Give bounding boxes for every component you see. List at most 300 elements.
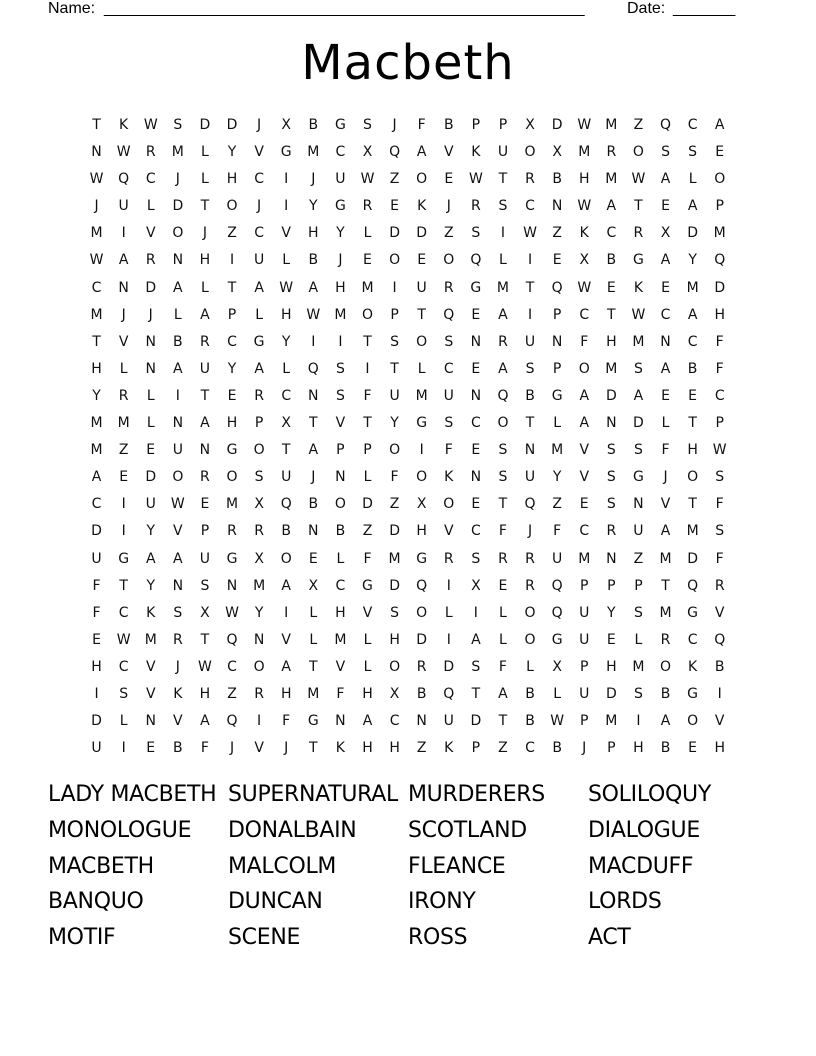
grid-letter[interactable]: Z bbox=[633, 550, 644, 567]
grid-letter[interactable]: A bbox=[416, 144, 427, 161]
grid-letter[interactable]: U bbox=[552, 550, 563, 567]
grid-letter[interactable]: C bbox=[525, 198, 535, 215]
grid-letter[interactable]: X bbox=[308, 577, 319, 594]
grid-letter[interactable]: E bbox=[146, 740, 156, 757]
grid-letter[interactable]: D bbox=[362, 496, 373, 513]
grid-letter[interactable]: G bbox=[551, 631, 563, 648]
grid-letter[interactable]: T bbox=[607, 306, 616, 323]
grid-letter[interactable]: C bbox=[687, 333, 698, 350]
grid-letter[interactable]: N bbox=[308, 387, 319, 404]
grid-letter[interactable]: B bbox=[416, 685, 427, 702]
date-field-line[interactable]: _______ bbox=[673, 0, 736, 17]
grid-letter[interactable]: D bbox=[633, 415, 644, 432]
grid-letter[interactable]: G bbox=[118, 550, 130, 567]
grid-letter[interactable]: B bbox=[173, 333, 183, 350]
grid-letter[interactable]: M bbox=[225, 496, 239, 513]
grid-letter[interactable]: A bbox=[118, 252, 129, 269]
grid-letter[interactable]: N bbox=[145, 360, 156, 377]
grid-letter[interactable]: W bbox=[143, 117, 158, 133]
grid-letter[interactable]: O bbox=[416, 469, 428, 486]
grid-letter[interactable]: F bbox=[715, 550, 724, 567]
grid-letter[interactable]: K bbox=[688, 658, 698, 675]
grid-letter[interactable]: E bbox=[661, 387, 670, 404]
grid-letter[interactable]: N bbox=[416, 713, 427, 730]
grid-letter[interactable]: J bbox=[148, 306, 153, 323]
grid-letter[interactable]: M bbox=[578, 550, 591, 567]
grid-letter[interactable]: G bbox=[334, 198, 346, 215]
grid-letter[interactable]: Y bbox=[607, 604, 616, 621]
grid-letter[interactable]: Y bbox=[552, 469, 562, 486]
grid-letter[interactable]: S bbox=[633, 685, 643, 702]
grid-letter[interactable]: L bbox=[553, 685, 562, 702]
grid-letter[interactable]: A bbox=[471, 631, 481, 648]
grid-letter[interactable]: O bbox=[660, 658, 672, 675]
grid-letter[interactable]: T bbox=[688, 415, 697, 432]
grid-letter[interactable]: F bbox=[715, 496, 724, 513]
grid-letter[interactable]: U bbox=[172, 442, 183, 459]
grid-letter[interactable]: D bbox=[389, 523, 400, 540]
grid-letter[interactable]: T bbox=[309, 658, 318, 675]
grid-letter[interactable]: R bbox=[118, 387, 129, 404]
grid-letter[interactable]: G bbox=[632, 252, 644, 269]
grid-letter[interactable]: M bbox=[334, 631, 347, 648]
grid-letter[interactable]: V bbox=[145, 658, 156, 675]
grid-letter[interactable]: A bbox=[91, 469, 102, 486]
grid-letter[interactable]: D bbox=[226, 117, 238, 133]
grid-letter[interactable]: B bbox=[443, 117, 454, 133]
grid-letter[interactable]: M bbox=[415, 387, 428, 404]
grid-letter[interactable]: B bbox=[335, 523, 346, 540]
grid-letter[interactable]: G bbox=[687, 604, 699, 621]
grid-letter[interactable]: X bbox=[281, 415, 291, 432]
grid-letter[interactable]: C bbox=[91, 496, 102, 513]
grid-letter[interactable]: H bbox=[714, 740, 725, 757]
grid-letter[interactable]: T bbox=[119, 577, 128, 594]
grid-letter[interactable]: Q bbox=[226, 631, 238, 648]
grid-letter[interactable]: L bbox=[201, 144, 209, 161]
grid-letter[interactable]: O bbox=[172, 225, 184, 242]
grid-letter[interactable]: A bbox=[714, 117, 725, 133]
grid-letter[interactable]: M bbox=[659, 550, 672, 567]
grid-letter[interactable]: S bbox=[173, 117, 183, 133]
grid-letter[interactable]: J bbox=[257, 117, 262, 133]
grid-letter[interactable]: S bbox=[390, 604, 400, 621]
grid-letter[interactable]: N bbox=[118, 279, 129, 296]
grid-letter[interactable]: J bbox=[311, 469, 316, 486]
grid-letter[interactable]: T bbox=[498, 713, 508, 730]
grid-letter[interactable]: U bbox=[443, 387, 454, 404]
grid-letter[interactable]: H bbox=[578, 171, 590, 188]
grid-letter[interactable]: U bbox=[145, 496, 156, 513]
grid-letter[interactable]: G bbox=[362, 577, 373, 594]
grid-letter[interactable]: F bbox=[390, 469, 399, 486]
grid-letter[interactable]: D bbox=[687, 550, 698, 567]
grid-letter[interactable]: R bbox=[416, 658, 427, 675]
grid-letter[interactable]: Q bbox=[443, 306, 455, 323]
grid-letter[interactable]: H bbox=[606, 658, 617, 675]
grid-letter[interactable]: G bbox=[687, 685, 699, 702]
grid-letter[interactable]: H bbox=[362, 740, 373, 757]
grid-letter[interactable]: U bbox=[497, 144, 509, 161]
grid-letter[interactable]: R bbox=[606, 523, 617, 540]
grid-letter[interactable]: H bbox=[91, 360, 102, 377]
grid-letter[interactable]: E bbox=[390, 198, 399, 215]
grid-letter[interactable]: E bbox=[119, 469, 129, 486]
grid-letter[interactable]: A bbox=[687, 198, 698, 215]
grid-letter[interactable]: P bbox=[254, 415, 264, 432]
grid-letter[interactable]: S bbox=[471, 550, 481, 567]
grid-letter[interactable]: J bbox=[446, 198, 451, 215]
grid-letter[interactable]: B bbox=[687, 360, 698, 377]
grid-letter[interactable]: L bbox=[363, 225, 372, 242]
grid-letter[interactable]: E bbox=[200, 496, 210, 513]
grid-letter[interactable]: M bbox=[496, 279, 509, 296]
grid-letter[interactable]: Q bbox=[687, 577, 699, 594]
grid-letter[interactable]: E bbox=[552, 252, 562, 269]
grid-letter[interactable]: V bbox=[579, 442, 590, 459]
grid-letter[interactable]: M bbox=[578, 144, 591, 161]
grid-letter[interactable]: H bbox=[280, 306, 292, 323]
grid-letter[interactable]: R bbox=[498, 333, 508, 350]
grid-letter[interactable]: A bbox=[633, 387, 644, 404]
grid-letter[interactable]: R bbox=[660, 631, 671, 648]
grid-letter[interactable]: I bbox=[284, 604, 289, 621]
grid-letter[interactable]: H bbox=[389, 631, 400, 648]
grid-letter[interactable]: D bbox=[416, 225, 428, 242]
grid-letter[interactable]: N bbox=[633, 496, 644, 513]
grid-letter[interactable]: T bbox=[525, 279, 535, 296]
grid-letter[interactable]: G bbox=[226, 442, 238, 459]
grid-letter[interactable]: I bbox=[121, 225, 126, 242]
grid-letter[interactable]: C bbox=[389, 713, 400, 730]
grid-letter[interactable]: N bbox=[172, 415, 184, 432]
grid-letter[interactable]: N bbox=[199, 442, 211, 459]
grid-letter[interactable]: R bbox=[254, 685, 264, 702]
grid-letter[interactable]: B bbox=[308, 252, 319, 269]
grid-letter[interactable]: T bbox=[200, 631, 210, 648]
grid-letter[interactable]: V bbox=[281, 225, 291, 242]
grid-letter[interactable]: V bbox=[173, 523, 183, 540]
grid-letter[interactable]: E bbox=[444, 171, 454, 188]
grid-letter[interactable]: D bbox=[389, 577, 400, 594]
grid-letter[interactable]: O bbox=[632, 144, 644, 161]
grid-letter[interactable]: M bbox=[686, 279, 699, 296]
grid-letter[interactable]: A bbox=[687, 306, 698, 323]
grid-letter[interactable]: S bbox=[471, 225, 481, 242]
grid-letter[interactable]: N bbox=[606, 550, 617, 567]
grid-letter[interactable]: E bbox=[308, 550, 318, 567]
grid-letter[interactable]: D bbox=[172, 198, 184, 215]
grid-letter[interactable]: P bbox=[580, 658, 589, 675]
grid-letter[interactable]: J bbox=[311, 171, 316, 188]
grid-letter[interactable]: I bbox=[175, 387, 180, 404]
grid-letter[interactable]: K bbox=[633, 279, 644, 296]
grid-letter[interactable]: L bbox=[146, 387, 155, 404]
grid-letter[interactable]: T bbox=[309, 415, 318, 432]
grid-letter[interactable]: A bbox=[173, 550, 183, 567]
grid-letter[interactable]: H bbox=[280, 685, 292, 702]
grid-letter[interactable]: X bbox=[389, 685, 400, 702]
grid-letter[interactable]: Q bbox=[226, 713, 238, 730]
grid-letter[interactable]: R bbox=[200, 469, 210, 486]
grid-letter[interactable]: W bbox=[631, 171, 646, 188]
grid-letter[interactable]: W bbox=[170, 496, 185, 513]
grid-letter[interactable]: D bbox=[605, 685, 617, 702]
grid-letter[interactable]: A bbox=[660, 360, 671, 377]
grid-letter[interactable]: B bbox=[308, 496, 319, 513]
grid-letter[interactable]: Q bbox=[470, 252, 482, 269]
grid-letter[interactable]: G bbox=[307, 713, 319, 730]
grid-letter[interactable]: D bbox=[91, 523, 102, 540]
grid-letter[interactable]: B bbox=[660, 740, 671, 757]
grid-letter[interactable]: L bbox=[363, 469, 372, 486]
grid-letter[interactable]: M bbox=[90, 415, 103, 432]
grid-letter[interactable]: Z bbox=[443, 225, 454, 242]
grid-letter[interactable]: D bbox=[714, 279, 726, 296]
grid-letter[interactable]: T bbox=[92, 333, 101, 350]
grid-letter[interactable]: L bbox=[444, 604, 453, 621]
grid-letter[interactable]: O bbox=[280, 550, 292, 567]
grid-letter[interactable]: R bbox=[525, 577, 535, 594]
grid-letter[interactable]: O bbox=[253, 658, 265, 675]
grid-letter[interactable]: N bbox=[253, 631, 265, 648]
grid-letter[interactable]: B bbox=[552, 740, 562, 757]
grid-letter[interactable]: A bbox=[254, 360, 264, 377]
grid-letter[interactable]: M bbox=[632, 658, 645, 675]
grid-letter[interactable]: O bbox=[497, 415, 509, 432]
grid-letter[interactable]: G bbox=[280, 144, 292, 161]
grid-letter[interactable]: H bbox=[362, 685, 373, 702]
grid-letter[interactable]: E bbox=[471, 306, 481, 323]
grid-letter[interactable]: R bbox=[498, 550, 508, 567]
grid-letter[interactable]: V bbox=[335, 658, 346, 675]
grid-letter[interactable]: L bbox=[363, 658, 372, 675]
grid-letter[interactable]: X bbox=[254, 496, 264, 513]
grid-letter[interactable]: Z bbox=[633, 117, 644, 133]
grid-letter[interactable]: P bbox=[580, 577, 589, 594]
grid-letter[interactable]: S bbox=[498, 442, 508, 459]
grid-letter[interactable]: S bbox=[119, 685, 129, 702]
grid-letter[interactable]: M bbox=[659, 604, 672, 621]
grid-letter[interactable]: Q bbox=[497, 387, 509, 404]
grid-letter[interactable]: J bbox=[663, 469, 668, 486]
grid-letter[interactable]: X bbox=[254, 550, 264, 567]
grid-letter[interactable]: S bbox=[606, 496, 616, 513]
grid-letter[interactable]: J bbox=[229, 740, 235, 757]
grid-letter[interactable]: E bbox=[579, 496, 589, 513]
grid-letter[interactable]: P bbox=[498, 117, 508, 133]
grid-letter[interactable]: M bbox=[361, 279, 374, 296]
grid-letter[interactable]: J bbox=[527, 523, 533, 540]
grid-letter[interactable]: A bbox=[200, 415, 210, 432]
grid-letter[interactable]: F bbox=[363, 550, 372, 567]
grid-letter[interactable]: I bbox=[94, 685, 99, 702]
grid-letter[interactable]: L bbox=[201, 171, 209, 188]
grid-letter[interactable]: S bbox=[688, 144, 698, 161]
grid-letter[interactable]: U bbox=[91, 740, 102, 757]
grid-letter[interactable]: L bbox=[173, 306, 182, 323]
grid-letter[interactable]: F bbox=[498, 658, 507, 675]
grid-letter[interactable]: D bbox=[145, 279, 157, 296]
grid-letter[interactable]: O bbox=[443, 252, 455, 269]
grid-letter[interactable]: G bbox=[226, 550, 238, 567]
grid-letter[interactable]: Y bbox=[254, 604, 264, 621]
grid-letter[interactable]: L bbox=[499, 631, 507, 648]
grid-letter[interactable]: I bbox=[311, 333, 316, 350]
grid-letter[interactable]: J bbox=[284, 740, 289, 757]
grid-letter[interactable]: C bbox=[281, 387, 292, 404]
grid-letter[interactable]: X bbox=[552, 144, 562, 161]
grid-letter[interactable]: U bbox=[281, 469, 292, 486]
grid-letter[interactable]: T bbox=[363, 415, 372, 432]
grid-letter[interactable]: P bbox=[471, 740, 481, 757]
grid-letter[interactable]: T bbox=[634, 198, 643, 215]
grid-letter[interactable]: Q bbox=[551, 577, 563, 594]
grid-letter[interactable]: B bbox=[660, 685, 671, 702]
grid-letter[interactable]: N bbox=[308, 523, 319, 540]
grid-letter[interactable]: H bbox=[633, 740, 644, 757]
grid-letter[interactable]: R bbox=[172, 631, 183, 648]
grid-letter[interactable]: L bbox=[688, 171, 697, 188]
grid-letter[interactable]: G bbox=[551, 387, 563, 404]
grid-letter[interactable]: L bbox=[146, 198, 155, 215]
grid-letter[interactable]: K bbox=[335, 740, 345, 757]
grid-letter[interactable]: R bbox=[470, 198, 481, 215]
grid-letter[interactable]: K bbox=[119, 117, 129, 133]
grid-letter[interactable]: Z bbox=[362, 523, 373, 540]
grid-letter[interactable]: S bbox=[633, 604, 643, 621]
grid-letter[interactable]: Z bbox=[118, 442, 129, 459]
grid-letter[interactable]: B bbox=[281, 523, 291, 540]
grid-letter[interactable]: A bbox=[200, 306, 210, 323]
grid-letter[interactable]: E bbox=[227, 387, 237, 404]
grid-letter[interactable]: T bbox=[498, 496, 508, 513]
grid-letter[interactable]: I bbox=[446, 577, 451, 594]
grid-letter[interactable]: X bbox=[362, 144, 373, 161]
grid-letter[interactable]: J bbox=[175, 171, 180, 188]
grid-letter[interactable]: C bbox=[335, 577, 346, 594]
grid-letter[interactable]: I bbox=[527, 306, 533, 323]
grid-letter[interactable]: S bbox=[498, 198, 508, 215]
grid-letter[interactable]: Z bbox=[498, 740, 508, 757]
grid-letter[interactable]: L bbox=[119, 713, 128, 730]
grid-letter[interactable]: I bbox=[284, 171, 289, 188]
grid-letter[interactable]: A bbox=[498, 306, 508, 323]
grid-letter[interactable]: M bbox=[388, 550, 401, 567]
grid-letter[interactable]: Y bbox=[390, 415, 399, 432]
grid-letter[interactable]: X bbox=[416, 496, 427, 513]
grid-letter[interactable]: V bbox=[660, 496, 671, 513]
grid-letter[interactable]: Y bbox=[309, 198, 318, 215]
grid-letter[interactable]: P bbox=[580, 713, 589, 730]
grid-letter[interactable]: N bbox=[91, 144, 102, 161]
grid-letter[interactable]: F bbox=[417, 117, 426, 133]
grid-letter[interactable]: L bbox=[255, 306, 264, 323]
grid-letter[interactable]: K bbox=[579, 225, 589, 242]
grid-letter[interactable]: E bbox=[606, 631, 616, 648]
grid-letter[interactable]: U bbox=[253, 252, 265, 269]
grid-letter[interactable]: E bbox=[363, 252, 372, 269]
grid-letter[interactable]: C bbox=[118, 658, 129, 675]
grid-letter[interactable]: X bbox=[471, 577, 481, 594]
grid-letter[interactable]: E bbox=[471, 496, 481, 513]
grid-letter[interactable]: Q bbox=[660, 117, 672, 133]
grid-letter[interactable]: T bbox=[363, 333, 372, 350]
grid-letter[interactable]: B bbox=[525, 713, 535, 730]
grid-letter[interactable]: A bbox=[200, 713, 210, 730]
grid-letter[interactable]: X bbox=[552, 658, 562, 675]
grid-letter[interactable]: T bbox=[390, 360, 399, 377]
grid-letter[interactable]: L bbox=[553, 415, 562, 432]
grid-letter[interactable]: H bbox=[226, 415, 238, 432]
grid-letter[interactable]: W bbox=[577, 198, 592, 215]
grid-letter[interactable]: K bbox=[173, 685, 183, 702]
grid-letter[interactable]: W bbox=[89, 171, 104, 188]
grid-letter[interactable]: E bbox=[498, 577, 508, 594]
grid-letter[interactable]: E bbox=[471, 360, 481, 377]
grid-letter[interactable]: M bbox=[90, 225, 103, 242]
grid-letter[interactable]: N bbox=[551, 198, 563, 215]
grid-letter[interactable]: X bbox=[281, 117, 291, 133]
grid-letter[interactable]: M bbox=[605, 117, 618, 133]
grid-letter[interactable]: P bbox=[227, 306, 237, 323]
grid-letter[interactable]: I bbox=[229, 252, 235, 269]
grid-letter[interactable]: O bbox=[253, 442, 265, 459]
grid-letter[interactable]: D bbox=[91, 713, 102, 730]
grid-letter[interactable]: N bbox=[145, 713, 156, 730]
grid-letter[interactable]: P bbox=[471, 117, 481, 133]
grid-letter[interactable]: C bbox=[254, 171, 264, 188]
grid-letter[interactable]: M bbox=[253, 577, 266, 594]
grid-letter[interactable]: H bbox=[335, 604, 346, 621]
grid-letter[interactable]: A bbox=[308, 442, 319, 459]
grid-letter[interactable]: M bbox=[605, 360, 618, 377]
grid-letter[interactable]: S bbox=[173, 604, 183, 621]
grid-letter[interactable]: E bbox=[606, 279, 616, 296]
grid-letter[interactable]: G bbox=[334, 117, 346, 133]
grid-letter[interactable]: S bbox=[633, 442, 643, 459]
grid-letter[interactable]: F bbox=[200, 740, 209, 757]
grid-letter[interactable]: Z bbox=[552, 225, 562, 242]
grid-letter[interactable]: M bbox=[307, 685, 320, 702]
grid-letter[interactable]: V bbox=[443, 523, 454, 540]
grid-letter[interactable]: P bbox=[200, 523, 210, 540]
grid-letter[interactable]: A bbox=[660, 171, 671, 188]
grid-letter[interactable]: J bbox=[338, 252, 343, 269]
grid-letter[interactable]: Z bbox=[227, 685, 237, 702]
grid-letter[interactable]: L bbox=[417, 360, 426, 377]
grid-letter[interactable]: D bbox=[416, 631, 428, 648]
grid-letter[interactable]: L bbox=[634, 631, 643, 648]
grid-letter[interactable]: O bbox=[334, 496, 346, 513]
grid-letter[interactable]: G bbox=[416, 550, 428, 567]
grid-letter[interactable]: G bbox=[253, 333, 265, 350]
grid-letter[interactable]: W bbox=[116, 144, 131, 161]
grid-letter[interactable]: O bbox=[389, 658, 401, 675]
grid-letter[interactable]: W bbox=[198, 658, 212, 675]
grid-letter[interactable]: T bbox=[309, 740, 318, 757]
grid-letter[interactable]: E bbox=[471, 442, 481, 459]
grid-letter[interactable]: S bbox=[498, 469, 508, 486]
grid-letter[interactable]: R bbox=[145, 252, 156, 269]
grid-letter[interactable]: H bbox=[606, 333, 617, 350]
grid-letter[interactable]: L bbox=[146, 415, 155, 432]
grid-letter[interactable]: Y bbox=[227, 360, 237, 377]
grid-letter[interactable]: C bbox=[254, 225, 264, 242]
grid-letter[interactable]: O bbox=[361, 306, 373, 323]
grid-letter[interactable]: F bbox=[661, 442, 670, 459]
grid-letter[interactable]: V bbox=[714, 713, 725, 730]
